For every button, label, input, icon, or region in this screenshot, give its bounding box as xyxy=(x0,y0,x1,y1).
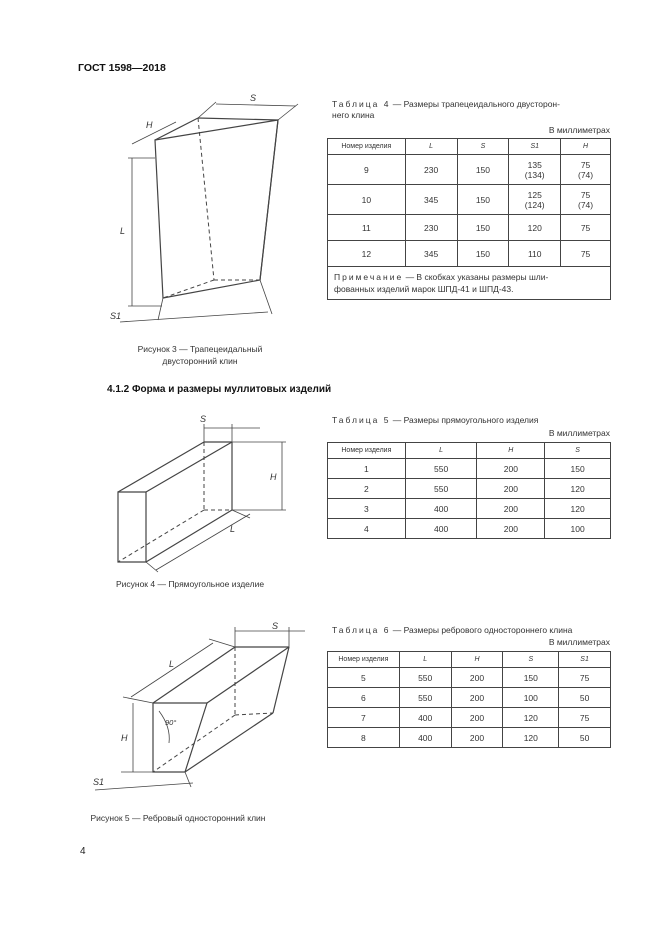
table-4-title xyxy=(332,99,610,121)
table-row xyxy=(328,499,611,519)
table-cell xyxy=(561,155,611,185)
cell-value-alt: (74) xyxy=(578,199,594,210)
table-cell: 7 xyxy=(328,708,400,728)
table-cell: 120 xyxy=(509,215,561,241)
fig3-edge xyxy=(198,118,278,120)
table-4-note xyxy=(328,267,611,300)
table-row xyxy=(328,185,611,215)
table-row xyxy=(328,519,611,539)
table-cell: 230 xyxy=(405,215,457,241)
table-header-cell: L xyxy=(405,443,477,459)
fig3-dim-S xyxy=(216,104,296,106)
fig3-ext-line xyxy=(278,104,298,120)
table-6-title-label: Таблица 6 xyxy=(332,625,391,635)
table-cell: 200 xyxy=(451,708,503,728)
table-cell: 1 xyxy=(328,459,406,479)
figure-3-caption-line1: Рисунок 3 — Трапецеидальный xyxy=(137,344,263,354)
table-cell: 400 xyxy=(405,519,477,539)
table-cell: 345 xyxy=(405,241,457,267)
table-header-cell: S1 xyxy=(559,652,611,668)
table-cell: 12 xyxy=(328,241,406,267)
table-header-cell: Номер изделия xyxy=(328,652,400,668)
table-cell: 550 xyxy=(399,668,451,688)
fig5-edge xyxy=(185,713,273,772)
table-cell: 200 xyxy=(451,688,503,708)
fig3-label-H: H xyxy=(146,120,153,130)
fig3-label-S: S xyxy=(250,93,257,103)
fig5-label-L: L xyxy=(169,659,175,669)
table-cell: 400 xyxy=(399,708,451,728)
table-4-title-label: Таблица 4 xyxy=(332,99,391,109)
fig4-ext-line xyxy=(146,562,158,572)
table-cell: 150 xyxy=(457,215,509,241)
figure-3-caption xyxy=(100,343,300,367)
table-6 xyxy=(327,651,611,748)
table-header-cell: Номер изделия xyxy=(328,139,406,155)
table-cell: 150 xyxy=(545,459,611,479)
table-cell: 120 xyxy=(503,728,559,748)
note-text: — В скобках указаны размеры шли- xyxy=(403,272,549,282)
table-cell xyxy=(509,155,561,185)
table-header-cell: S xyxy=(545,443,611,459)
table-cell: 6 xyxy=(328,688,400,708)
fig5-label-angle: 90° xyxy=(165,718,177,727)
document-header: ГОСТ 1598—2018 xyxy=(78,62,166,74)
table-cell: 200 xyxy=(477,499,545,519)
cell-value-alt: (74) xyxy=(578,169,594,180)
table-header-cell: Номер изделия xyxy=(328,443,406,459)
fig3-label-L: L xyxy=(120,226,126,236)
table-row xyxy=(328,728,611,748)
figure-5-drawing xyxy=(85,615,315,800)
note-label: Примечание xyxy=(334,272,404,282)
fig4-ext-line xyxy=(232,510,250,518)
table-4-units: В миллиметрах xyxy=(548,125,610,135)
fig3-edge xyxy=(260,120,278,280)
table-cell: 4 xyxy=(328,519,406,539)
fig5-edge xyxy=(207,647,289,703)
table-header-cell: L xyxy=(405,139,457,155)
table-header-row xyxy=(328,652,611,668)
cell-value: 135 xyxy=(527,159,542,170)
fig4-label-L: L xyxy=(230,524,236,534)
table-cell: 75 xyxy=(561,241,611,267)
fig3-dim-S1 xyxy=(120,312,268,322)
fig3-front-face xyxy=(155,120,278,298)
fig4-dim-L xyxy=(156,514,250,570)
fig4-front-face xyxy=(118,492,146,562)
table-row xyxy=(328,155,611,185)
table-header-cell: H xyxy=(561,139,611,155)
table-cell: 400 xyxy=(399,728,451,748)
fig5-label-S1: S1 xyxy=(93,777,105,787)
table-cell: 400 xyxy=(405,499,477,519)
table-cell xyxy=(561,185,611,215)
table-cell: 120 xyxy=(545,479,611,499)
table-cell: 120 xyxy=(503,708,559,728)
table-cell: 550 xyxy=(399,688,451,708)
table-4 xyxy=(327,138,611,300)
table-cell: 75 xyxy=(561,215,611,241)
table-cell: 150 xyxy=(457,155,509,185)
table-cell: 150 xyxy=(457,241,509,267)
table-cell: 110 xyxy=(509,241,561,267)
table-header-cell: L xyxy=(399,652,451,668)
table-header-cell: H xyxy=(477,443,545,459)
table-cell: 550 xyxy=(405,459,477,479)
table-cell: 8 xyxy=(328,728,400,748)
figure-3-caption-line2: двусторонний клин xyxy=(162,356,238,366)
table-cell: 3 xyxy=(328,499,406,519)
table-5 xyxy=(327,442,611,539)
table-cell: 550 xyxy=(405,479,477,499)
table-cell: 100 xyxy=(503,688,559,708)
cell-value: 75 xyxy=(580,189,591,200)
fig3-hidden-edge xyxy=(163,280,214,298)
table-cell: 120 xyxy=(545,499,611,519)
table-5-title xyxy=(332,415,612,426)
table-cell: 200 xyxy=(451,668,503,688)
fig4-edge xyxy=(118,442,204,492)
table-cell: 2 xyxy=(328,479,406,499)
cell-value-alt: (124) xyxy=(524,199,545,210)
table-cell: 9 xyxy=(328,155,406,185)
fig5-dim-S1 xyxy=(95,783,193,790)
cell-value-alt: (134) xyxy=(524,169,545,180)
fig4-label-H: H xyxy=(270,472,277,482)
table-cell: 150 xyxy=(503,668,559,688)
fig4-edge xyxy=(146,510,232,562)
fig3-label-S1: S1 xyxy=(110,311,122,321)
table-row xyxy=(328,241,611,267)
table-6-units: В миллиметрах xyxy=(548,637,610,647)
table-cell: 5 xyxy=(328,668,400,688)
table-cell: 200 xyxy=(477,479,545,499)
fig4-label-S: S xyxy=(200,414,207,424)
table-cell: 10 xyxy=(328,185,406,215)
table-5-title-rest: — Размеры прямоугольного изделия xyxy=(390,415,539,425)
fig5-hidden-edge xyxy=(235,713,273,715)
table-cell: 200 xyxy=(477,459,545,479)
table-header-cell: S xyxy=(457,139,509,155)
table-header-cell: S1 xyxy=(509,139,561,155)
table-cell: 230 xyxy=(405,155,457,185)
figure-4-drawing xyxy=(100,410,310,575)
cell-value: 75 xyxy=(580,159,591,170)
table-6-title-rest: — Размеры ребрового одностороннего клина xyxy=(390,625,573,635)
figure-3-drawing xyxy=(100,88,310,333)
section-title: 4.1.2 Форма и размеры муллитовых изделий xyxy=(107,384,332,395)
fig4-edge xyxy=(146,442,232,492)
fig5-label-H: H xyxy=(121,733,128,743)
cell-value: 125 xyxy=(527,189,542,200)
fig3-hidden-edge xyxy=(198,118,214,280)
fig4-hidden-edge xyxy=(118,510,204,562)
table-cell: 150 xyxy=(457,185,509,215)
table-cell: 345 xyxy=(405,185,457,215)
fig5-ext-line xyxy=(185,772,191,787)
table-header-row xyxy=(328,139,611,155)
figure-5-caption: Рисунок 5 — Ребровый односторонний клин xyxy=(90,813,266,823)
table-header-cell: H xyxy=(451,652,503,668)
table-cell: 11 xyxy=(328,215,406,241)
fig3-ext-line xyxy=(158,298,163,320)
fig5-label-S: S xyxy=(272,621,279,631)
fig3-ext-line xyxy=(260,280,272,314)
table-note-row xyxy=(328,267,611,300)
table-cell xyxy=(509,185,561,215)
figure-4-caption: Рисунок 4 — Прямоугольное изделие xyxy=(115,579,265,589)
table-row xyxy=(328,215,611,241)
page-number: 4 xyxy=(80,846,86,857)
table-row xyxy=(328,708,611,728)
table-cell: 100 xyxy=(545,519,611,539)
table-row xyxy=(328,668,611,688)
table-6-title xyxy=(332,625,612,636)
table-5-title-label: Таблица 5 xyxy=(332,415,391,425)
table-cell: 75 xyxy=(559,708,611,728)
fig5-angle-arc xyxy=(159,711,169,743)
table-4-title-rest: — Размеры трапецеидального двусторон- xyxy=(390,99,560,109)
table-cell: 200 xyxy=(477,519,545,539)
table-header-cell: S xyxy=(503,652,559,668)
fig3-ext-line xyxy=(198,102,216,118)
table-row xyxy=(328,479,611,499)
table-4-title-line2: него клина xyxy=(332,110,375,120)
note-text-line2: фованных изделий марок ШПД-41 и ШПД-43. xyxy=(334,284,514,294)
table-cell: 200 xyxy=(451,728,503,748)
fig5-ext-line xyxy=(123,697,153,703)
table-row xyxy=(328,688,611,708)
table-cell: 50 xyxy=(559,728,611,748)
table-cell: 75 xyxy=(559,668,611,688)
table-header-row xyxy=(328,443,611,459)
table-cell: 50 xyxy=(559,688,611,708)
table-row xyxy=(328,459,611,479)
table-5-units: В миллиметрах xyxy=(548,428,610,438)
